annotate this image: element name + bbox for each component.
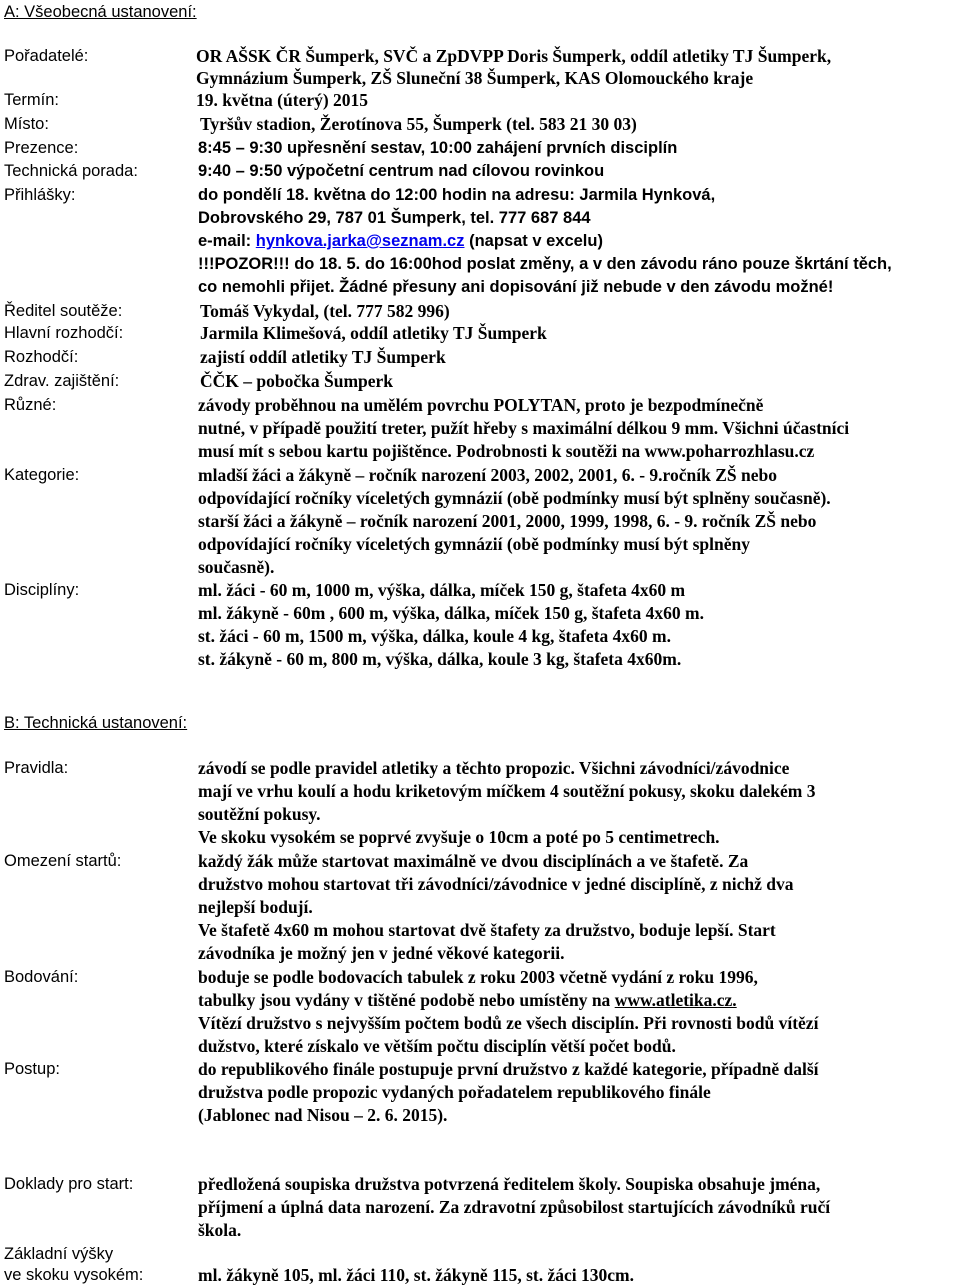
- label-zakladni-vysky-2: ve skoku vysokém:: [4, 1266, 144, 1284]
- prihlasky-line-1: do pondělí 18. května do 12:00 hodin na adresu: Jarmila Hynková,: [198, 186, 716, 204]
- misto-value: Tyršův stadion, Žerotínova 55, Šumperk (tel. 583 21 30 03): [200, 114, 637, 134]
- email-link[interactable]: hynkova.jarka@seznam.cz: [255, 232, 465, 250]
- doklady-line-2: příjmení a úplná data narození. Za zdravotní způsobilost startujících závodníků ručí: [198, 1197, 831, 1217]
- rozhodci-value: zajistí oddíl atletiky TJ Šumperk: [200, 347, 446, 367]
- pravidla-line-1: závodí se podle pravidel atletiky a těchto propozic. Všichni závodníci/závodnice: [198, 758, 790, 778]
- label-kategorie: Kategorie:: [4, 466, 80, 484]
- poradatele-line-1: OR AŠSK ČR Šumperk, SVČ a ZpDVPP Doris Šumperk, oddíl atletiky TJ Šumperk,: [196, 46, 832, 66]
- prihlasky-email-line: [198, 230, 603, 252]
- termin-value: 19. května (úterý) 2015: [196, 90, 369, 110]
- label-rozhodci: Rozhodčí:: [4, 348, 79, 366]
- kategorie-line-3: starší žáci a žákyně – ročník narození 2001, 2000, 1999, 1998, 6. - 9. ročník ZŠ nebo: [198, 511, 817, 531]
- label-reditel-souteze: Ředitel soutěže:: [4, 302, 123, 320]
- label-discipliny: Disciplíny:: [4, 581, 80, 599]
- postup-line-2: družstva podle propozic vydaných pořadatelem republikového finále: [198, 1082, 711, 1102]
- omezeni-startu-line-2: družstvo mohou startovat tři závodníci/závodnice v jedné disciplíně, z nichž dva: [198, 874, 794, 894]
- atletika-link[interactable]: www.atletika.cz.: [614, 990, 737, 1010]
- pravidla-line-2: mají ve vrhu koulí a hodu kriketovým míčkem 4 soutěžní pokusy, skoku dalekém 3: [198, 781, 816, 801]
- technicka-porada-value: 9:40 – 9:50 výpočetní centrum nad cílovou rovinkou: [198, 162, 605, 180]
- kategorie-line-5: současně).: [198, 557, 275, 577]
- pozor-line-2: co nemohli přijet. Žádné přesuny ani dopisování již nebude v den závodu možné!: [198, 278, 834, 296]
- label-poradatele: Pořadatelé:: [4, 47, 89, 65]
- label-postup: Postup:: [4, 1060, 60, 1078]
- email-suffix: (napsat v excelu): [464, 232, 603, 250]
- ruzne-line-1: závody proběhnou na umělém povrchu POLYTAN, proto je bezpodmínečně: [198, 395, 764, 415]
- hlavni-rozhodci-value: Jarmila Klimešová, oddíl atletiky TJ Šumperk: [200, 323, 547, 343]
- doklady-line-1: předložená soupiska družstva potvrzená ředitelem školy. Soupiska obsahuje jména,: [198, 1174, 821, 1194]
- label-hlavni-rozhodci: Hlavní rozhodčí:: [4, 324, 124, 342]
- bodovani-line-3: Vítězí družstvo s nejvyšším počtem bodů ze všech disciplín. Při rovnosti bodů vítězí: [198, 1013, 819, 1033]
- kategorie-line-2: odpovídající ročníky víceletých gymnázií (obě podmínky musí být splněny současně).: [198, 488, 831, 508]
- label-omezeni-startu: Omezení startů:: [4, 852, 122, 870]
- kategorie-line-4: odpovídající ročníky víceletých gymnázií (obě podmínky musí být splněny: [198, 534, 750, 554]
- discipliny-line-1: ml. žáci - 60 m, 1000 m, výška, dálka, míček 150 g, štafeta 4x60 m: [198, 580, 686, 600]
- bodovani-link-prefix: tabulky jsou vydány v tištěné podobě nebo umístěny na: [198, 990, 615, 1010]
- label-bodovani: Bodování:: [4, 968, 79, 986]
- bodovani-link-line: [198, 989, 737, 1011]
- bodovani-line-1: boduje se podle bodovacích tabulek z roku 2003 včetně vydání z roku 1996,: [198, 967, 758, 987]
- pravidla-line-4: Ve skoku vysokém se poprvé zvyšuje o 10cm a poté po 5 centimetrech.: [198, 827, 720, 847]
- discipliny-line-2: ml. žákyně - 60m , 600 m, výška, dálka, míček 150 g, štafeta 4x60 m.: [198, 603, 705, 623]
- postup-line-1: do republikového finále postupuje první družstvo z každé kategorie, případně další: [198, 1059, 819, 1079]
- poradatele-line-2: Gymnázium Šumperk, ZŠ Sluneční 38 Šumperk, KAS Olomouckého kraje: [196, 68, 754, 88]
- postup-line-3: (Jablonec nad Nisou – 2. 6. 2015).: [198, 1105, 448, 1125]
- section-a-heading: A: Všeobecná ustanovení:: [4, 3, 197, 21]
- label-doklady-pro-start: Doklady pro start:: [4, 1175, 134, 1193]
- label-misto: Místo:: [4, 115, 49, 133]
- omezeni-startu-line-5: závodníka je možný jen v jedné věkové kategorii.: [198, 943, 565, 963]
- doklady-line-3: škola.: [198, 1220, 242, 1240]
- email-prefix: e-mail:: [198, 232, 256, 250]
- label-zakladni-vysky-1: Základní výšky: [4, 1245, 114, 1263]
- pravidla-line-3: soutěžní pokusy.: [198, 804, 321, 824]
- kategorie-line-1: mladší žáci a žákyně – ročník narození 2003, 2002, 2001, 6. - 9.ročník ZŠ nebo: [198, 465, 777, 485]
- zakladni-vysky-value: ml. žákyně 105, ml. žáci 110, st. žákyně 115, st. žáci 130cm.: [198, 1265, 634, 1285]
- label-prihlasky: Přihlášky:: [4, 186, 76, 204]
- omezeni-startu-line-1: každý žák může startovat maximálně ve dvou disciplínách a ve štafetě. Za: [198, 851, 749, 871]
- bodovani-line-4: dužstvo, které získalo ve větším počtu disciplín větší počet bodů.: [198, 1036, 676, 1056]
- discipliny-line-4: st. žákyně - 60 m, 800 m, výška, dálka, koule 3 kg, štafeta 4x60m.: [198, 649, 682, 669]
- ruzne-line-2: nutné, v případě použití treter, pužít hřeby s maximální délkou 9 mm. Všichni účastníci: [198, 418, 850, 438]
- section-b-heading: B: Technická ustanovení:: [4, 714, 188, 732]
- label-prezence: Prezence:: [4, 139, 79, 157]
- zdrav-zajisteni-value: ČČK – pobočka Šumperk: [200, 371, 394, 391]
- label-termin: Termín:: [4, 91, 60, 109]
- label-ruzne: Různé:: [4, 396, 57, 414]
- ruzne-line-3: musí mít s sebou kartu pojištěnce. Podrobnosti k soutěži na www.poharrozhlasu.cz: [198, 441, 815, 461]
- label-pravidla: Pravidla:: [4, 759, 69, 777]
- omezeni-startu-line-3: nejlepší bodují.: [198, 897, 313, 917]
- pozor-line-1: !!!POZOR!!! do 18. 5. do 16:00hod poslat změny, a v den závodu ráno pouze škrtání těch,: [198, 255, 892, 273]
- label-technicka-porada: Technická porada:: [4, 162, 138, 180]
- omezeni-startu-line-4: Ve štafetě 4x60 m mohou startovat dvě štafety za družstvo, boduje lepší. Start: [198, 920, 776, 940]
- reditel-souteze-value: Tomáš Vykydal, (tel. 777 582 996): [200, 301, 450, 321]
- label-zdrav-zajisteni: Zdrav. zajištění:: [4, 372, 120, 390]
- prihlasky-line-2: Dobrovského 29, 787 01 Šumperk, tel. 777 687 844: [198, 209, 591, 227]
- prezence-value: 8:45 – 9:30 upřesnění sestav, 10:00 zahájení prvních disciplín: [198, 139, 678, 157]
- discipliny-line-3: st. žáci - 60 m, 1500 m, výška, dálka, koule 4 kg, štafeta 4x60 m.: [198, 626, 671, 646]
